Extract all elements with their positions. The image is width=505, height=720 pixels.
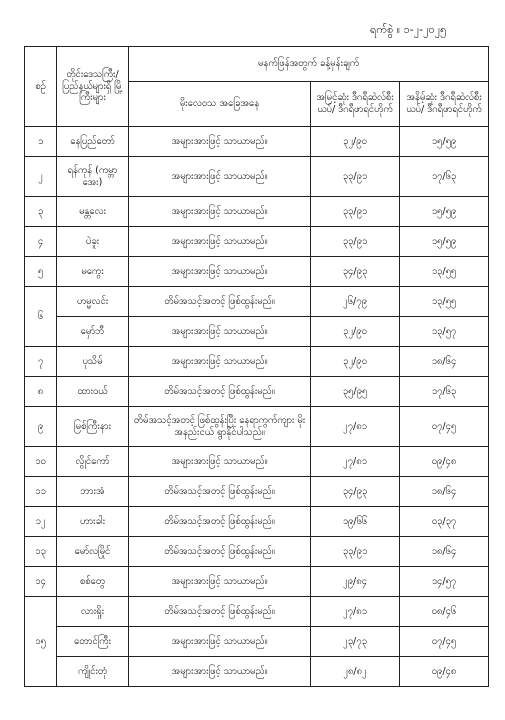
max-temp-cell: ၃၄/၉၃	[311, 257, 400, 287]
min-temp-cell: ၁၈/၆၄	[400, 347, 489, 377]
serial-cell: ၁၅	[25, 597, 57, 687]
max-temp-cell: ၃၃/၉၁	[311, 537, 400, 567]
table-row	[25, 407, 489, 447]
city-cell: ပဲခူး	[57, 227, 129, 257]
weather-forecast-table	[24, 46, 489, 687]
min-temp-cell: ၀၈/၄၆	[400, 597, 489, 627]
min-temp-cell: ၀၉/၄၈	[400, 657, 489, 687]
city-cell: ပုသိမ်	[57, 347, 129, 377]
serial-cell: ၁	[25, 127, 57, 157]
city-cell: ဟားခါး	[57, 507, 129, 537]
weather-cell: တိမ်အသင့်အတင့် ဖြစ်ထွန်းပြီး နေရာကွက်ကျား မိုးအနည်းငယ် ရွာနိုင်ပါသည်။	[129, 407, 311, 447]
weather-cell: အများအားဖြင့် သာယာမည်။	[129, 567, 311, 597]
table-row	[25, 477, 489, 507]
city-cell: နေပြည်တော်	[57, 127, 129, 157]
weather-cell: တိမ်အသင့်အတင့် ဖြစ်ထွန်းမည်။	[129, 507, 311, 537]
serial-cell: ၃	[25, 197, 57, 227]
serial-cell: ၁၁	[25, 477, 57, 507]
max-temp-cell: ၂၃/၇၃	[311, 627, 400, 657]
header-weather: မိုးလေဝသ အခြေအနေ	[129, 82, 311, 127]
max-temp-cell: ၃၃/၉၁	[311, 197, 400, 227]
max-temp-cell: ၃၄/၉၃	[311, 477, 400, 507]
max-temp-cell: ၂၈/၈၂	[311, 657, 400, 687]
header-region: တိုင်းဒေသကြီး/ ပြည်နယ်များရှိ မြို့ကြီးများ	[57, 47, 129, 127]
serial-cell: ၆	[25, 287, 57, 347]
max-temp-cell: ၂၉/၈၄	[311, 567, 400, 597]
max-temp-cell: ၁၉/၆၆	[311, 507, 400, 537]
city-cell: ဘားအံ	[57, 477, 129, 507]
weather-cell: အများအားဖြင့် သာယာမည်။	[129, 627, 311, 657]
min-temp-cell: ၁၅/၅၉	[400, 127, 489, 157]
report-date: ရက်စွဲ ။ ၁-၂-၂၀၂၅	[370, 23, 447, 36]
city-cell: မန္တလေး	[57, 197, 129, 227]
weather-cell: အများအားဖြင့် သာယာမည်။	[129, 347, 311, 377]
serial-cell: ၁၂	[25, 507, 57, 537]
min-temp-cell: ၁၃/၅၅	[400, 287, 489, 317]
table-row	[25, 537, 489, 567]
weather-cell: တိမ်အသင့်အတင့် ဖြစ်ထွန်းမည်။	[129, 537, 311, 567]
table-row	[25, 377, 489, 407]
table-row	[25, 197, 489, 227]
min-temp-cell: ၁၈/၆၄	[400, 477, 489, 507]
serial-cell: ၂	[25, 157, 57, 197]
table-row	[25, 567, 489, 597]
weather-cell: အများအားဖြင့် သာယာမည်။	[129, 227, 311, 257]
table-row	[25, 657, 489, 687]
table-row	[25, 127, 489, 157]
table-row	[25, 317, 489, 347]
min-temp-cell: ၁၃/၅၇	[400, 317, 489, 347]
weather-cell: အများအားဖြင့် သာယာမည်။	[129, 197, 311, 227]
city-cell: တောင်ကြီး	[57, 627, 129, 657]
max-temp-cell: ၂၇/၈၁	[311, 447, 400, 477]
serial-cell: ၇	[25, 347, 57, 377]
serial-cell: ၉	[25, 407, 57, 447]
table-row	[25, 347, 489, 377]
min-temp-cell: ၁၅/၅၉	[400, 227, 489, 257]
header-serial: စဉ်	[25, 47, 57, 127]
min-temp-cell: ၁၇/၆၃	[400, 377, 489, 407]
max-temp-cell: ၃၂/၉၀	[311, 127, 400, 157]
weather-cell: တိမ်အသင့်အတင့် ဖြစ်ထွန်းမည်။	[129, 287, 311, 317]
table-row	[25, 257, 489, 287]
weather-cell: အများအားဖြင့် သာယာမည်။	[129, 257, 311, 287]
city-cell: မကွေး	[57, 257, 129, 287]
min-temp-cell: ၀၇/၄၅	[400, 407, 489, 447]
max-temp-cell: ၃၅/၉၅	[311, 377, 400, 407]
min-temp-cell: ၁၅/၅၉	[400, 197, 489, 227]
city-cell: ထားဝယ်	[57, 377, 129, 407]
min-temp-cell: ၁၃/၅၅	[400, 257, 489, 287]
city-cell: စစ်တွေ	[57, 567, 129, 597]
table-row	[25, 227, 489, 257]
header-forecast: မနက်ဖြန်အတွက် ခန့်မှန်းချက်	[129, 47, 489, 82]
weather-cell: အများအားဖြင့် သာယာမည်။	[129, 317, 311, 347]
serial-cell: ၄	[25, 227, 57, 257]
table-row	[25, 507, 489, 537]
serial-cell: ၁၀	[25, 447, 57, 477]
serial-cell: ၈	[25, 377, 57, 407]
min-temp-cell: ၁၇/၆၃	[400, 157, 489, 197]
max-temp-cell: ၂၆/၇၉	[311, 287, 400, 317]
serial-cell: ၁၃	[25, 537, 57, 567]
city-cell: ဟမ္မလင်း	[57, 287, 129, 317]
table-row	[25, 597, 489, 627]
city-cell: မြစ်ကြီးနား	[57, 407, 129, 447]
weather-cell: အများအားဖြင့် သာယာမည်။	[129, 157, 311, 197]
weather-cell: တိမ်အသင့်အတင့် ဖြစ်ထွန်းမည်။	[129, 597, 311, 627]
serial-cell: ၁၄	[25, 567, 57, 597]
min-temp-cell: ၀၃/၃၇	[400, 507, 489, 537]
max-temp-cell: ၂၇/၈၁	[311, 597, 400, 627]
weather-cell: အများအားဖြင့် သာယာမည်။	[129, 657, 311, 687]
city-cell: မော်လမြိုင်	[57, 537, 129, 567]
city-cell: မှော်ဘီ	[57, 317, 129, 347]
header-min-temp: အနိမ့်ဆုံး ဒီဂရီဆဲလ်စီးယပ်/ ဒီဂရီဖာရင်ဟိုက်	[400, 82, 489, 127]
serial-cell: ၅	[25, 257, 57, 287]
max-temp-cell: ၂၇/၈၁	[311, 407, 400, 447]
weather-cell: တိမ်အသင့်အတင့် ဖြစ်ထွန်းမည်။	[129, 477, 311, 507]
max-temp-cell: ၃၃/၉၁	[311, 157, 400, 197]
max-temp-cell: ၃၃/၉၁	[311, 227, 400, 257]
city-cell: လွိုင်ကော်	[57, 447, 129, 477]
city-cell: လားရှိုး	[57, 597, 129, 627]
table-row	[25, 287, 489, 317]
max-temp-cell: ၃၂/၉၀	[311, 317, 400, 347]
table-row	[25, 157, 489, 197]
table-row	[25, 447, 489, 477]
min-temp-cell: ၀၇/၄၅	[400, 627, 489, 657]
min-temp-cell: ၁၈/၆၄	[400, 537, 489, 567]
weather-cell: အများအားဖြင့် သာယာမည်။	[129, 447, 311, 477]
min-temp-cell: ၁၄/၅၇	[400, 567, 489, 597]
weather-cell: အများအားဖြင့် သာယာမည်။	[129, 127, 311, 157]
header-row-top	[25, 47, 489, 82]
table-row	[25, 627, 489, 657]
max-temp-cell: ၃၂/၉၀	[311, 347, 400, 377]
min-temp-cell: ၀၉/၄၈	[400, 447, 489, 477]
header-max-temp: အမြင့်ဆုံး ဒီဂရီဆဲလ်စီးယပ်/ ဒီဂရီဖာရင်ဟိုက်	[311, 82, 400, 127]
city-cell: ရန်ကုန် (ကမ္ဘာအေး)	[57, 157, 129, 197]
weather-cell: တိမ်အသင့်အတင့် ဖြစ်ထွန်းမည်။	[129, 377, 311, 407]
city-cell: ကျိုင်းတုံ	[57, 657, 129, 687]
